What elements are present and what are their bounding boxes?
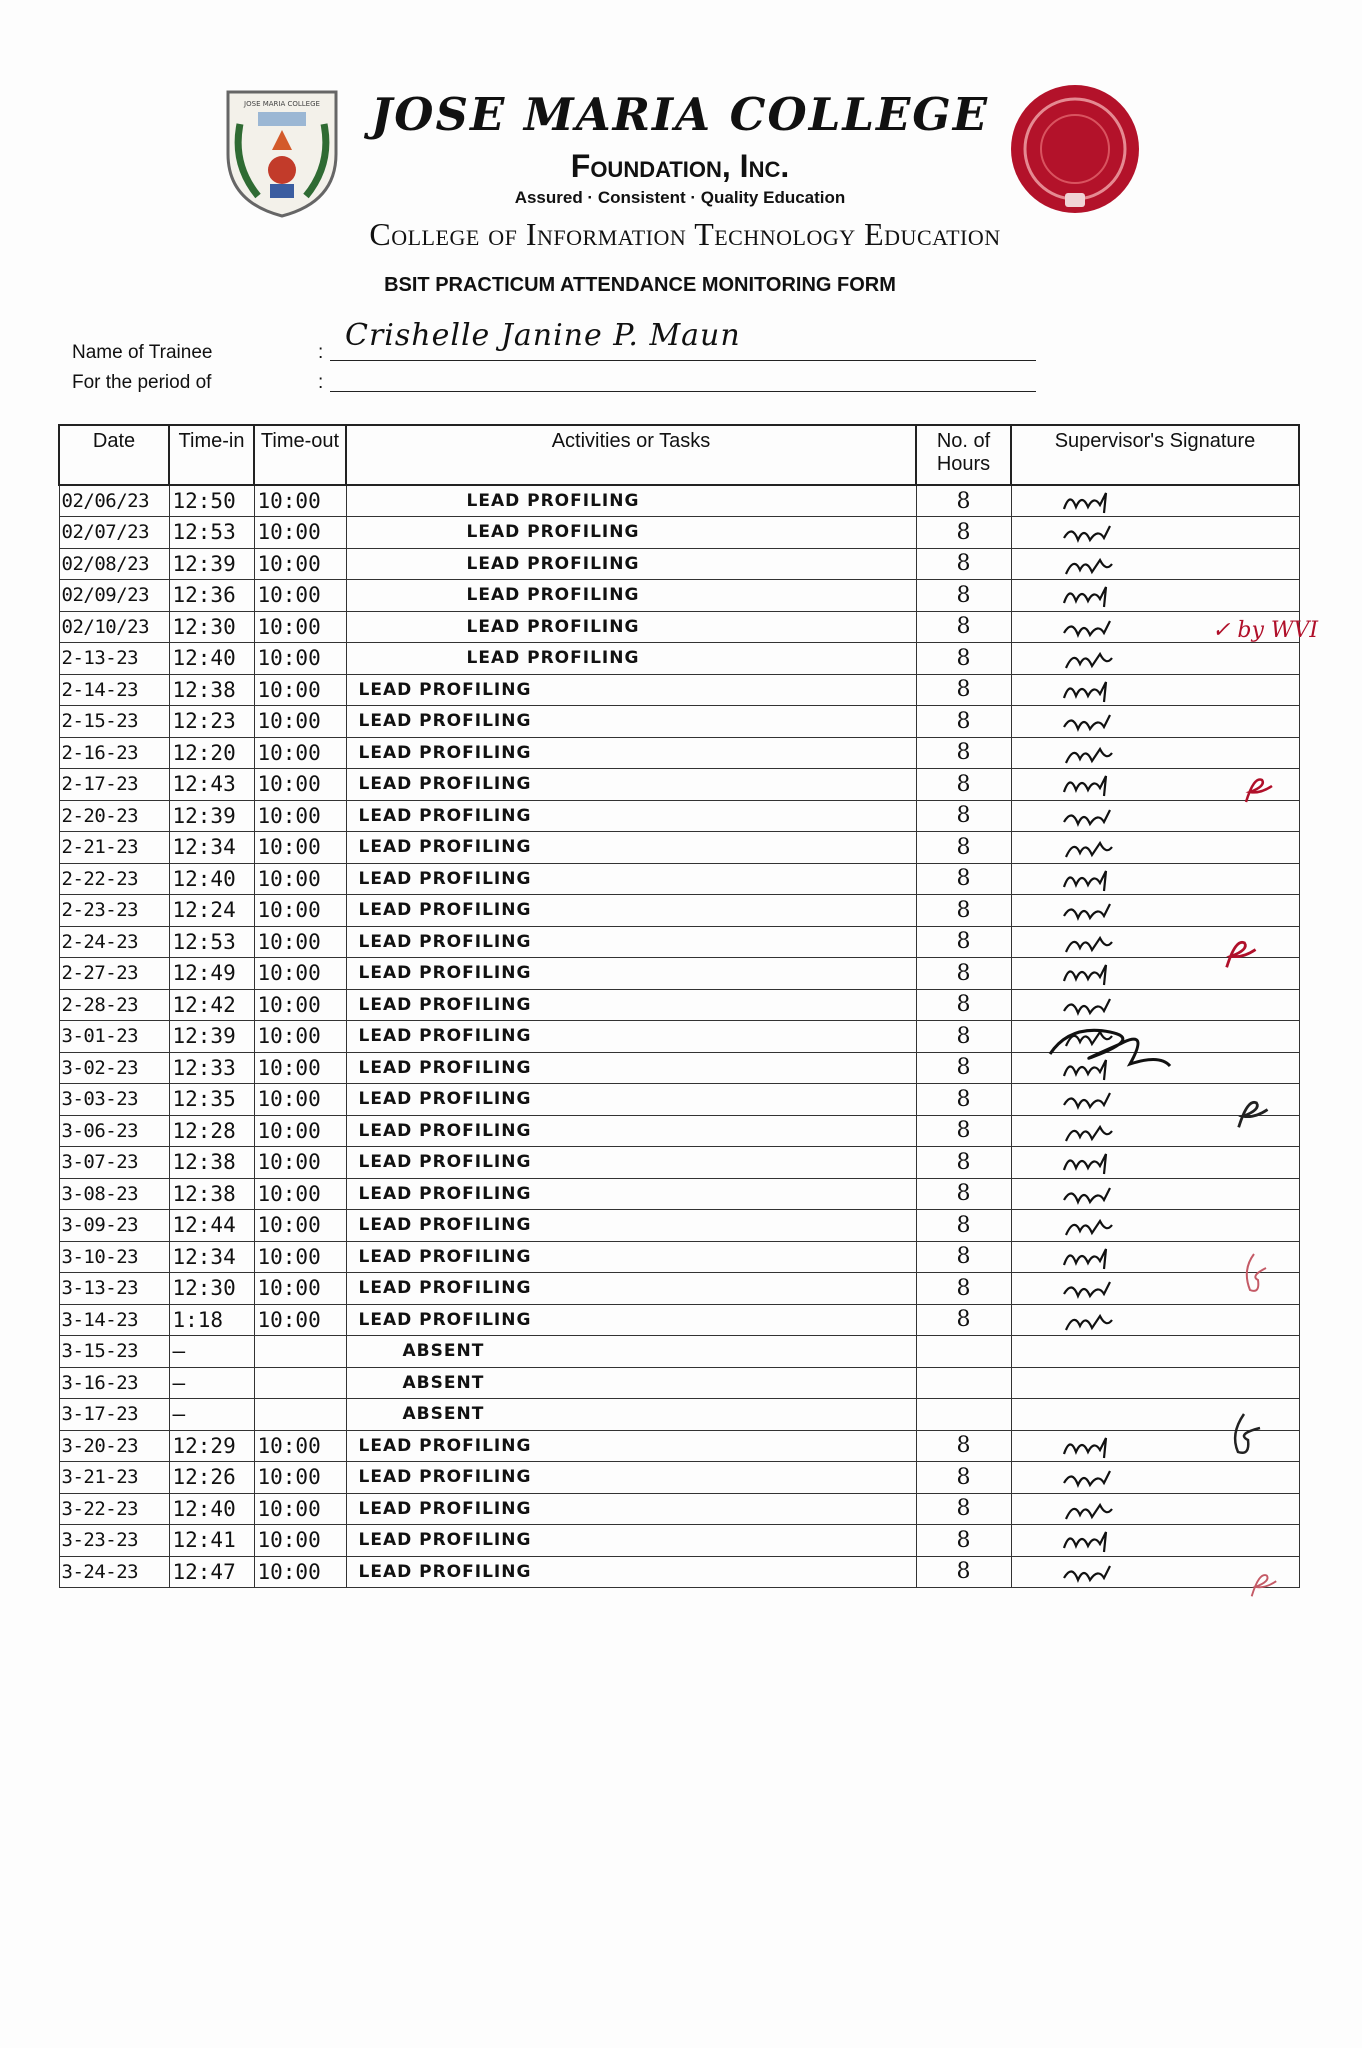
row-date: 02/10/23 (59, 611, 169, 643)
row-time-in: 12:34 (169, 1241, 254, 1273)
table-row (59, 1556, 1299, 1588)
row-time-out: 10:00 (254, 863, 346, 895)
row-hours: 8 (916, 863, 1011, 895)
row-time-out: 10:00 (254, 1304, 346, 1336)
row-date: 2-27-23 (59, 958, 169, 990)
row-date: 3-03-23 (59, 1084, 169, 1116)
row-signature (1011, 1493, 1299, 1525)
row-date: 2-21-23 (59, 832, 169, 864)
row-time-in: 12:39 (169, 1021, 254, 1053)
row-time-in: 12:24 (169, 895, 254, 927)
row-date: 2-28-23 (59, 989, 169, 1021)
table-row (59, 1147, 1299, 1179)
row-activity: LEAD PROFILING (346, 1021, 916, 1053)
row-time-in: 12:28 (169, 1115, 254, 1147)
supervisor-signature-mark (1055, 1495, 1125, 1523)
row-date: 2-23-23 (59, 895, 169, 927)
row-hours: 8 (916, 800, 1011, 832)
row-time-out: 10:00 (254, 1021, 346, 1053)
row-time-out: 10:00 (254, 769, 346, 801)
table-row (59, 926, 1299, 958)
row-time-in: 12:23 (169, 706, 254, 738)
row-time-in: 12:40 (169, 1493, 254, 1525)
row-hours: 8 (916, 517, 1011, 549)
tagline: Assured · Consistent · Quality Education (514, 188, 846, 207)
header-date: Date (59, 425, 169, 485)
period-label: For the period of (72, 372, 212, 393)
table-row (59, 580, 1299, 612)
row-signature (1011, 674, 1299, 706)
header-activities: Activities or Tasks (346, 425, 916, 485)
table-row (59, 769, 1299, 801)
row-date: 2-24-23 (59, 926, 169, 958)
table-row (59, 737, 1299, 769)
table-header-row (59, 425, 1299, 485)
row-time-in: 12:20 (169, 737, 254, 769)
row-activity: LEAD PROFILING (346, 1178, 916, 1210)
supervisor-signature-mark (1055, 833, 1125, 861)
supervisor-signature-mark (1055, 1463, 1125, 1491)
supervisor-signature-mark (1055, 865, 1125, 893)
table-row (59, 611, 1299, 643)
header-signature: Supervisor's Signature (1011, 425, 1299, 485)
row-time-in: 12:33 (169, 1052, 254, 1084)
row-activity: LEAD PROFILING (346, 1052, 916, 1084)
row-time-in: 12:38 (169, 1178, 254, 1210)
row-hours: 8 (916, 1304, 1011, 1336)
row-time-in: 12:26 (169, 1462, 254, 1494)
row-time-out: 10:00 (254, 706, 346, 738)
row-date: 3-17-23 (59, 1399, 169, 1431)
row-hours (916, 1399, 1011, 1431)
trainee-name-label: Name of Trainee (72, 342, 213, 363)
row-activity: LEAD PROFILING (346, 1241, 916, 1273)
supervisor-signature-mark (1055, 1274, 1125, 1302)
row-activity: LEAD PROFILING (346, 1084, 916, 1116)
table-row (59, 674, 1299, 706)
row-time-in: 12:39 (169, 800, 254, 832)
row-time-out: 10:00 (254, 643, 346, 675)
table-row (59, 895, 1299, 927)
row-hours: 8 (916, 485, 1011, 517)
supervisor-signature-mark (1055, 1180, 1125, 1208)
row-time-out: 10:00 (254, 1178, 346, 1210)
row-date: 2-15-23 (59, 706, 169, 738)
row-time-in: 12:53 (169, 517, 254, 549)
row-activity: LEAD PROFILING (346, 1210, 916, 1242)
row-hours: 8 (916, 1210, 1011, 1242)
row-hours: 8 (916, 1178, 1011, 1210)
row-date: 3-01-23 (59, 1021, 169, 1053)
supervisor-signature-mark (1055, 1558, 1125, 1586)
table-row (59, 863, 1299, 895)
row-hours: 8 (916, 674, 1011, 706)
row-time-in: 12:49 (169, 958, 254, 990)
row-activity: LEAD PROFILING (346, 1556, 916, 1588)
row-time-in: 12:38 (169, 1147, 254, 1179)
row-time-in: 12:39 (169, 548, 254, 580)
row-activity: LEAD PROFILING (346, 1525, 916, 1557)
row-activity: ABSENT (346, 1336, 916, 1368)
supervisor-signature-mark (1055, 1432, 1125, 1460)
table-row (59, 1241, 1299, 1273)
row-date: 02/07/23 (59, 517, 169, 549)
row-hours (916, 1367, 1011, 1399)
supervisor-signature-mark (1055, 644, 1125, 672)
row-time-out: 10:00 (254, 1052, 346, 1084)
row-signature (1011, 1210, 1299, 1242)
row-signature (1011, 832, 1299, 864)
row-signature (1011, 1304, 1299, 1336)
row-time-out: 10:00 (254, 895, 346, 927)
row-time-out: 10:00 (254, 1556, 346, 1588)
supervisor-signature-mark (1055, 928, 1125, 956)
row-activity: LEAD PROFILING (346, 737, 916, 769)
row-signature (1011, 737, 1299, 769)
row-hours: 8 (916, 989, 1011, 1021)
row-activity: LEAD PROFILING (346, 1304, 916, 1336)
supervisor-signature-mark (1055, 896, 1125, 924)
trainee-name-value: Crishelle Janine P. Maun (345, 318, 741, 353)
row-activity: LEAD PROFILING (346, 1430, 916, 1462)
initial-mark (1232, 1094, 1272, 1134)
row-time-out: 10:00 (254, 1084, 346, 1116)
row-hours: 8 (916, 832, 1011, 864)
row-date: 3-21-23 (59, 1462, 169, 1494)
table-row (59, 1210, 1299, 1242)
red-initial-mark (1246, 1568, 1280, 1602)
row-date: 3-07-23 (59, 1147, 169, 1179)
attendance-table (58, 424, 1300, 1588)
red-initial-mark (1240, 772, 1276, 808)
row-signature (1011, 1367, 1299, 1399)
row-hours: 8 (916, 1462, 1011, 1494)
row-time-out: 10:00 (254, 737, 346, 769)
row-hours: 8 (916, 1021, 1011, 1053)
initial-mark (1224, 1410, 1266, 1458)
row-activity: LEAD PROFILING (346, 800, 916, 832)
row-time-in: 12:44 (169, 1210, 254, 1242)
row-time-out: 10:00 (254, 1147, 346, 1179)
table-row (59, 1430, 1299, 1462)
supervisor-signature-mark (1055, 613, 1125, 641)
table-row (59, 1462, 1299, 1494)
table-row (59, 1367, 1299, 1399)
supervisor-signature-mark (1055, 550, 1125, 578)
row-time-out: 10:00 (254, 1273, 346, 1305)
supervisor-signature-mark (1055, 581, 1125, 609)
row-time-in: 12:35 (169, 1084, 254, 1116)
table-row (59, 1399, 1299, 1431)
row-signature (1011, 863, 1299, 895)
row-activity: LEAD PROFILING (346, 1462, 916, 1494)
table-row (59, 485, 1299, 517)
row-activity: ABSENT (346, 1367, 916, 1399)
table-row (59, 643, 1299, 675)
checked-by-note: ✓ by WVI (1212, 618, 1319, 643)
row-date: 2-13-23 (59, 643, 169, 675)
row-signature (1011, 706, 1299, 738)
row-date: 2-17-23 (59, 769, 169, 801)
supervisor-signature-mark (1055, 1243, 1125, 1271)
row-hours: 8 (916, 1273, 1011, 1305)
row-activity: LEAD PROFILING (346, 989, 916, 1021)
row-time-in: — (169, 1336, 254, 1368)
row-time-in: 12:29 (169, 1430, 254, 1462)
row-signature (1011, 1147, 1299, 1179)
table-row (59, 1336, 1299, 1368)
row-hours: 8 (916, 958, 1011, 990)
supervisor-signature-mark (1055, 1211, 1125, 1239)
table-row (59, 958, 1299, 990)
row-date: 3-15-23 (59, 1336, 169, 1368)
row-signature (1011, 548, 1299, 580)
supervisor-signature-mark (1055, 518, 1125, 546)
department-name: College of Information Technology Education (369, 216, 1001, 252)
college-name: JOSE MARIA COLLEGE (370, 88, 990, 141)
row-time-in: — (169, 1399, 254, 1431)
row-hours: 8 (916, 1493, 1011, 1525)
table-row (59, 832, 1299, 864)
period-line (330, 391, 1036, 392)
row-signature (1011, 643, 1299, 675)
row-time-in: 12:30 (169, 611, 254, 643)
row-date: 3-24-23 (59, 1556, 169, 1588)
row-date: 3-23-23 (59, 1525, 169, 1557)
row-activity: LEAD PROFILING (346, 580, 916, 612)
row-date: 3-02-23 (59, 1052, 169, 1084)
row-hours: 8 (916, 548, 1011, 580)
supervisor-signature-flourish (1040, 1014, 1180, 1084)
row-activity: LEAD PROFILING (346, 863, 916, 895)
table-row (59, 517, 1299, 549)
row-time-out: 10:00 (254, 832, 346, 864)
row-date: 3-13-23 (59, 1273, 169, 1305)
row-hours: 8 (916, 1525, 1011, 1557)
row-date: 3-20-23 (59, 1430, 169, 1462)
row-hours: 8 (916, 1430, 1011, 1462)
row-time-in: 12:38 (169, 674, 254, 706)
row-activity: LEAD PROFILING (346, 611, 916, 643)
row-date: 2-20-23 (59, 800, 169, 832)
row-signature (1011, 1336, 1299, 1368)
row-hours: 8 (916, 895, 1011, 927)
row-signature (1011, 1462, 1299, 1494)
row-activity: LEAD PROFILING (346, 517, 916, 549)
row-hours: 8 (916, 706, 1011, 738)
row-hours: 8 (916, 611, 1011, 643)
row-hours: 8 (916, 643, 1011, 675)
row-activity: LEAD PROFILING (346, 548, 916, 580)
row-hours: 8 (916, 737, 1011, 769)
row-date: 3-09-23 (59, 1210, 169, 1242)
row-signature (1011, 517, 1299, 549)
row-time-out: 10:00 (254, 1210, 346, 1242)
row-time-out: 10:00 (254, 1430, 346, 1462)
row-time-out: 10:00 (254, 1493, 346, 1525)
row-time-out: 10:00 (254, 517, 346, 549)
supervisor-signature-mark (1055, 1085, 1125, 1113)
row-signature (1011, 1178, 1299, 1210)
row-date: 2-22-23 (59, 863, 169, 895)
row-time-in: 12:42 (169, 989, 254, 1021)
row-activity: LEAD PROFILING (346, 485, 916, 517)
supervisor-signature-mark (1055, 1526, 1125, 1554)
row-time-out: 10:00 (254, 1462, 346, 1494)
row-time-in: 12:40 (169, 863, 254, 895)
row-date: 02/09/23 (59, 580, 169, 612)
table-row (59, 1084, 1299, 1116)
row-signature (1011, 580, 1299, 612)
row-activity: LEAD PROFILING (346, 1273, 916, 1305)
row-time-in: — (169, 1367, 254, 1399)
row-time-in: 12:47 (169, 1556, 254, 1588)
table-row (59, 1178, 1299, 1210)
row-date: 3-08-23 (59, 1178, 169, 1210)
svg-text:JOSE MARIA COLLEGE: JOSE MARIA COLLEGE (244, 100, 320, 108)
table-row (59, 548, 1299, 580)
supervisor-signature-mark (1055, 707, 1125, 735)
row-time-in: 12:50 (169, 485, 254, 517)
row-date: 3-16-23 (59, 1367, 169, 1399)
row-activity: LEAD PROFILING (346, 1115, 916, 1147)
supervisor-signature-mark (1055, 1117, 1125, 1145)
supervisor-signature-mark (1055, 959, 1125, 987)
supervisor-signature-mark (1055, 739, 1125, 767)
row-activity: LEAD PROFILING (346, 769, 916, 801)
row-date: 2-16-23 (59, 737, 169, 769)
row-time-out (254, 1399, 346, 1431)
header-time-in: Time-in (169, 425, 254, 485)
row-signature (1011, 485, 1299, 517)
colon: : (318, 342, 324, 363)
row-time-out: 10:00 (254, 1525, 346, 1557)
red-initial-mark (1236, 1250, 1272, 1296)
row-time-out (254, 1367, 346, 1399)
row-hours: 8 (916, 926, 1011, 958)
row-hours: 8 (916, 1556, 1011, 1588)
row-activity: LEAD PROFILING (346, 958, 916, 990)
row-date: 2-14-23 (59, 674, 169, 706)
row-time-in: 12:41 (169, 1525, 254, 1557)
row-hours: 8 (916, 1241, 1011, 1273)
row-date: 02/06/23 (59, 485, 169, 517)
header-time-out: Time-out (254, 425, 346, 485)
row-hours: 8 (916, 1115, 1011, 1147)
row-time-out (254, 1336, 346, 1368)
row-time-in: 1:18 (169, 1304, 254, 1336)
supervisor-signature-mark (1055, 676, 1125, 704)
row-date: 3-14-23 (59, 1304, 169, 1336)
supervisor-signature-mark (1055, 802, 1125, 830)
department-seal-logo (1007, 81, 1143, 217)
row-time-in: 12:30 (169, 1273, 254, 1305)
table-row (59, 1273, 1299, 1305)
row-time-out: 10:00 (254, 548, 346, 580)
table-row (59, 1493, 1299, 1525)
colon: : (318, 372, 324, 393)
row-date: 3-22-23 (59, 1493, 169, 1525)
row-time-out: 10:00 (254, 800, 346, 832)
supervisor-signature-mark (1055, 1306, 1125, 1334)
row-activity: LEAD PROFILING (346, 674, 916, 706)
row-time-in: 12:36 (169, 580, 254, 612)
foundation-name: Foundation, Inc. (570, 148, 790, 184)
row-hours (916, 1336, 1011, 1368)
row-activity: LEAD PROFILING (346, 926, 916, 958)
header-hours: No. of Hours (916, 425, 1011, 485)
row-hours: 8 (916, 769, 1011, 801)
row-signature (1011, 1525, 1299, 1557)
row-time-out: 10:00 (254, 1241, 346, 1273)
table-row (59, 1115, 1299, 1147)
row-time-in: 12:40 (169, 643, 254, 675)
row-activity: LEAD PROFILING (346, 643, 916, 675)
row-activity: ABSENT (346, 1399, 916, 1431)
row-activity: LEAD PROFILING (346, 1493, 916, 1525)
row-date: 02/08/23 (59, 548, 169, 580)
red-initial-mark (1220, 934, 1260, 974)
row-date: 3-10-23 (59, 1241, 169, 1273)
supervisor-signature-mark (1055, 487, 1125, 515)
row-hours: 8 (916, 1052, 1011, 1084)
table-row (59, 1525, 1299, 1557)
row-activity: LEAD PROFILING (346, 832, 916, 864)
row-time-out: 10:00 (254, 958, 346, 990)
row-time-out: 10:00 (254, 580, 346, 612)
row-time-out: 10:00 (254, 926, 346, 958)
form-title: BSIT PRACTICUM ATTENDANCE MONITORING FORM (384, 274, 896, 296)
table-row (59, 800, 1299, 832)
row-time-in: 12:43 (169, 769, 254, 801)
row-time-out: 10:00 (254, 485, 346, 517)
table-row (59, 706, 1299, 738)
trainee-name-line (330, 360, 1036, 361)
table-row (59, 1304, 1299, 1336)
supervisor-signature-mark (1055, 770, 1125, 798)
row-time-in: 12:34 (169, 832, 254, 864)
row-hours: 8 (916, 1084, 1011, 1116)
row-activity: LEAD PROFILING (346, 706, 916, 738)
supervisor-signature-mark (1055, 1148, 1125, 1176)
row-activity: LEAD PROFILING (346, 1147, 916, 1179)
row-time-out: 10:00 (254, 674, 346, 706)
row-hours: 8 (916, 580, 1011, 612)
college-crest-logo (218, 84, 346, 220)
row-time-out: 10:00 (254, 1115, 346, 1147)
row-time-out: 10:00 (254, 989, 346, 1021)
row-hours: 8 (916, 1147, 1011, 1179)
row-activity: LEAD PROFILING (346, 895, 916, 927)
row-signature (1011, 895, 1299, 927)
row-time-out: 10:00 (254, 611, 346, 643)
row-time-in: 12:53 (169, 926, 254, 958)
row-date: 3-06-23 (59, 1115, 169, 1147)
